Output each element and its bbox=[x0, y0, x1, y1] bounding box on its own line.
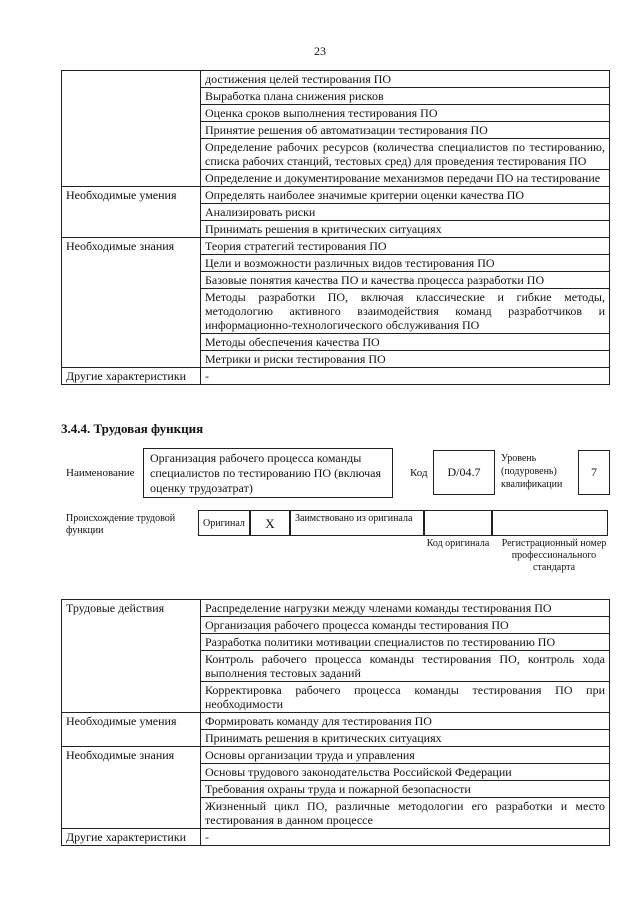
table-row bbox=[62, 713, 610, 730]
row-category-label bbox=[62, 71, 201, 187]
row-item: Требования охраны труда и пожарной безопасности bbox=[201, 781, 610, 798]
row-item: Основы трудового законодательства Российской Федерации bbox=[201, 764, 610, 781]
origin-code-caption: Код оригинала bbox=[426, 538, 490, 549]
row-item: Базовые понятия качества ПО и качества процесса разработки ПО bbox=[201, 272, 610, 289]
row-item: Корректировка рабочего процесса команды тестирования ПО при необходимости bbox=[201, 682, 610, 713]
row-category-label: Трудовые действия bbox=[62, 600, 201, 713]
function-code-box: D/04.7 bbox=[433, 450, 495, 495]
row-item: Теория стратегий тестирования ПО bbox=[201, 238, 610, 255]
row-category-label: Другие характеристики bbox=[62, 829, 201, 846]
labor-function-table bbox=[61, 599, 610, 846]
function-name-box: Организация рабочего процесса команды специалистов по тестированию ПО (включая оценку трудозатрат) bbox=[143, 448, 393, 498]
row-item: Выработка плана снижения рисков bbox=[201, 88, 610, 105]
row-item: Оценка сроков выполнения тестирования ПО bbox=[201, 105, 610, 122]
row-item: Определение и документирование механизмов передачи ПО на тестирование bbox=[201, 170, 610, 187]
row-item: Определение рабочих ресурсов (количества специалистов по тестированию, списка рабочих станций, тестовых сред) для проведения тестирования ПО bbox=[201, 139, 610, 170]
qualification-level-box: 7 bbox=[578, 450, 610, 495]
row-item: Распределение нагрузки между членами команды тестирования ПО bbox=[201, 600, 610, 617]
table-row bbox=[62, 829, 610, 846]
row-item: - bbox=[201, 368, 610, 385]
row-item: Основы организации труда и управления bbox=[201, 747, 610, 764]
row-category-label: Необходимые знания bbox=[62, 747, 201, 829]
row-item: Методы обеспечения качества ПО bbox=[201, 334, 610, 351]
origin-row bbox=[198, 510, 608, 536]
origin-reg-caption: Регистрационный номер профессионального стандарта bbox=[501, 538, 607, 573]
row-item: Организация рабочего процесса команды тестирования ПО bbox=[201, 617, 610, 634]
requirements-table-continued bbox=[61, 70, 610, 385]
table-row bbox=[62, 747, 610, 764]
section-title: 3.4.4. Трудовая функция bbox=[61, 421, 204, 436]
table-row bbox=[62, 238, 610, 255]
origin-original-cell: Оригинал bbox=[198, 510, 250, 536]
code-label: Код bbox=[410, 467, 428, 479]
row-item: Формировать команду для тестирования ПО bbox=[201, 713, 610, 730]
table-row bbox=[62, 71, 610, 88]
row-item: Принимать решения в критических ситуациях bbox=[201, 730, 610, 747]
table-row bbox=[62, 368, 610, 385]
row-item: Цели и возможности различных видов тестирования ПО bbox=[201, 255, 610, 272]
row-category-label: Необходимые умения bbox=[62, 713, 201, 747]
row-category-label: Необходимые знания bbox=[62, 238, 201, 368]
table-row bbox=[62, 187, 610, 204]
row-category-label: Необходимые умения bbox=[62, 187, 201, 238]
row-item: - bbox=[201, 829, 610, 846]
row-item: Контроль рабочего процесса команды тестирования ПО, контроль хода выполнения тестовых заданий bbox=[201, 651, 610, 682]
row-item: Определять наиболее значимые критерии оценки качества ПО bbox=[201, 187, 610, 204]
row-item: Принимать решения в критических ситуациях bbox=[201, 221, 610, 238]
row-item: Разработка политики мотивации специалистов по тестированию ПО bbox=[201, 634, 610, 651]
origin-borrowed-cell: Заимствовано из оригинала bbox=[290, 510, 424, 536]
origin-mark: X bbox=[250, 510, 290, 536]
row-item: Жизненный цикл ПО, различные методологии его разработки и место тестирования в данном процессе bbox=[201, 798, 610, 829]
origin-reg-cell bbox=[492, 510, 608, 536]
row-category-label: Другие характеристики bbox=[62, 368, 201, 385]
row-item: Методы разработки ПО, включая классические и гибкие методы, методологию активного взаимодействия команд разработчиков и информационно-технологического обслуживания ПО bbox=[201, 289, 610, 334]
row-item: Метрики и риски тестирования ПО bbox=[201, 351, 610, 368]
name-label: Наименование bbox=[66, 467, 135, 479]
page-number: 23 bbox=[314, 44, 326, 58]
row-item: достижения целей тестирования ПО bbox=[201, 71, 610, 88]
origin-code-cell bbox=[424, 510, 492, 536]
origin-label: Происхождение трудовой функции bbox=[66, 513, 176, 536]
row-item: Анализировать риски bbox=[201, 204, 610, 221]
level-label: Уровень (подуровень) квалификации bbox=[501, 453, 563, 490]
table-row bbox=[62, 600, 610, 617]
row-item: Принятие решения об автоматизации тестирования ПО bbox=[201, 122, 610, 139]
